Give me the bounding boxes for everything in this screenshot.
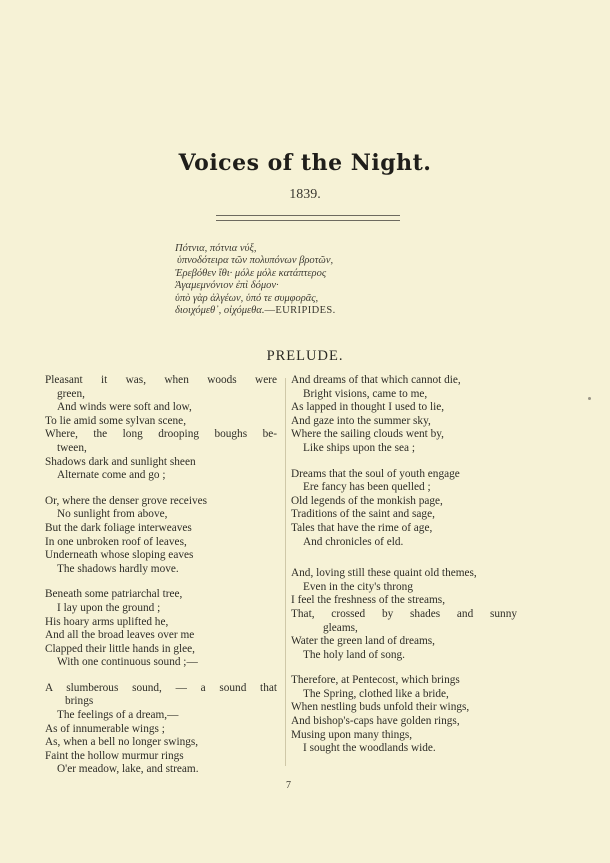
stanza <box>45 682 277 777</box>
stanza <box>291 567 517 662</box>
epigraph-line: Πότνια, πότνια νύξ, <box>175 243 257 254</box>
stanza <box>45 374 277 483</box>
verse-line: As, when a bell no longer swings, <box>45 736 199 749</box>
epigraph-line: διοιχόμεθ᾽, οἰχόμεθα. <box>175 305 265 317</box>
stanza <box>291 468 517 550</box>
verse-line: As lapped in thought I used to lie, <box>291 401 445 414</box>
paper-speck <box>588 397 591 400</box>
verse-line: Faint the hollow murmur rings <box>45 749 184 762</box>
page-number: 7 <box>286 780 291 791</box>
epigraph-line: ὑπνοδότειρα τῶν πολυπόνων βροτῶν, <box>177 255 334 267</box>
stanza <box>291 374 517 456</box>
verse-line: No sunlight from above, <box>57 508 168 521</box>
epigraph-line-last <box>175 305 415 317</box>
stanza <box>45 588 277 670</box>
section-heading: PRELUDE. <box>266 348 344 364</box>
stanza <box>291 674 517 756</box>
verse-line: gleams, <box>323 621 358 634</box>
epigraph-line: Ἐρεβόθεν ἴθι· μόλε μόλε κατάπτερος <box>175 267 327 279</box>
stanza <box>45 495 277 577</box>
verse-line: Like ships upon the sea ; <box>303 441 416 454</box>
verse-line: The shadows hardly move. <box>57 562 179 575</box>
verse-line: To lie amid some sylvan scene, <box>45 414 187 427</box>
verse-line: A slumberous sound, — a sound that <box>45 681 277 694</box>
verse-line: Underneath whose sloping eaves <box>45 549 194 562</box>
verse-line: Alternate come and go ; <box>57 469 166 482</box>
verse-line: Musing upon many things, <box>291 728 413 741</box>
right-column <box>291 374 517 768</box>
column-divider <box>285 378 286 766</box>
publication-year: 1839. <box>289 187 321 202</box>
verse-line: And dreams of that which cannot die, <box>291 374 461 386</box>
verse-line: With one continuous sound ;— <box>57 656 198 669</box>
verse-line: Old legends of the monkish page, <box>291 494 443 507</box>
verse-line: The holy land of song. <box>303 648 405 661</box>
verse-line: And bishop's-caps have golden rings, <box>291 715 460 728</box>
verse-line: tween, <box>57 441 87 454</box>
verse-line: And chronicles of eld. <box>303 535 404 548</box>
verse-line: And all the broad leaves over me <box>45 629 195 642</box>
verse-line: Water the green land of dreams, <box>291 635 436 648</box>
verse-line: O'er meadow, lake, and stream. <box>57 763 199 776</box>
epigraph-line: Ἀγαμεμνόνιον ἐπὶ δόμον· <box>175 280 279 292</box>
verse-line: green, <box>57 387 85 400</box>
verse-line: In one unbroken roof of leaves, <box>45 535 187 548</box>
verse-line: But the dark foliage interweaves <box>45 521 192 534</box>
verse-line: Ere fancy has been quelled ; <box>303 481 431 494</box>
verse-line: As of innumerable wings ; <box>45 722 165 735</box>
verse-line: The feelings of a dream,— <box>57 709 179 722</box>
verse-line: That, crossed by shades and sunny <box>291 607 517 620</box>
verse-line: I feel the freshness of the streams, <box>291 594 446 607</box>
verse-line: And, loving still these quaint old themes, <box>291 567 477 580</box>
verse-line: Pleasant it was, when woods were <box>45 374 277 386</box>
verse-line: I sought the woodlands wide. <box>303 742 436 755</box>
verse-line: When nestling buds unfold their wings, <box>291 701 470 714</box>
left-column <box>45 374 277 789</box>
verse-line: brings <box>65 695 94 708</box>
verse-line: Or, where the denser grove receives <box>45 494 208 507</box>
verse-line: Therefore, at Pentecost, which brings <box>291 674 460 687</box>
verse-line: Shadows dark and sunlight sheen <box>45 455 196 468</box>
verse-line: Where the sailing clouds went by, <box>291 428 444 441</box>
verse-line: And gaze into the summer sky, <box>291 414 431 427</box>
poem-collection-title: Voices of the Night. <box>178 150 432 176</box>
verse-line: Beneath some patriarchal tree, <box>45 588 183 601</box>
verse-line: Tales that have the rime of age, <box>291 521 433 534</box>
verse-line: Bright visions, came to me, <box>303 387 428 400</box>
verse-line: Even in the city's throng <box>303 580 413 593</box>
verse-line: Clapped their little hands in glee, <box>45 642 195 655</box>
verse-line: His hoary arms uplifted he, <box>45 615 169 628</box>
decorative-rule <box>216 215 400 221</box>
verse-line: Traditions of the saint and sage, <box>291 508 435 521</box>
epigraph-attribution: —EURIPIDES. <box>264 305 336 317</box>
verse-line: Where, the long drooping boughs be- <box>45 428 277 441</box>
greek-epigraph <box>175 243 415 317</box>
verse-line: I lay upon the ground ; <box>57 601 161 614</box>
verse-line: And winds were soft and low, <box>57 401 192 414</box>
verse-line: Dreams that the soul of youth engage <box>291 467 460 480</box>
epigraph-line: ὑπὸ γὰρ ἀλγέων, ὑπό τε συμφορᾶς, <box>175 292 319 304</box>
verse-line: The Spring, clothed like a bride, <box>303 687 449 700</box>
